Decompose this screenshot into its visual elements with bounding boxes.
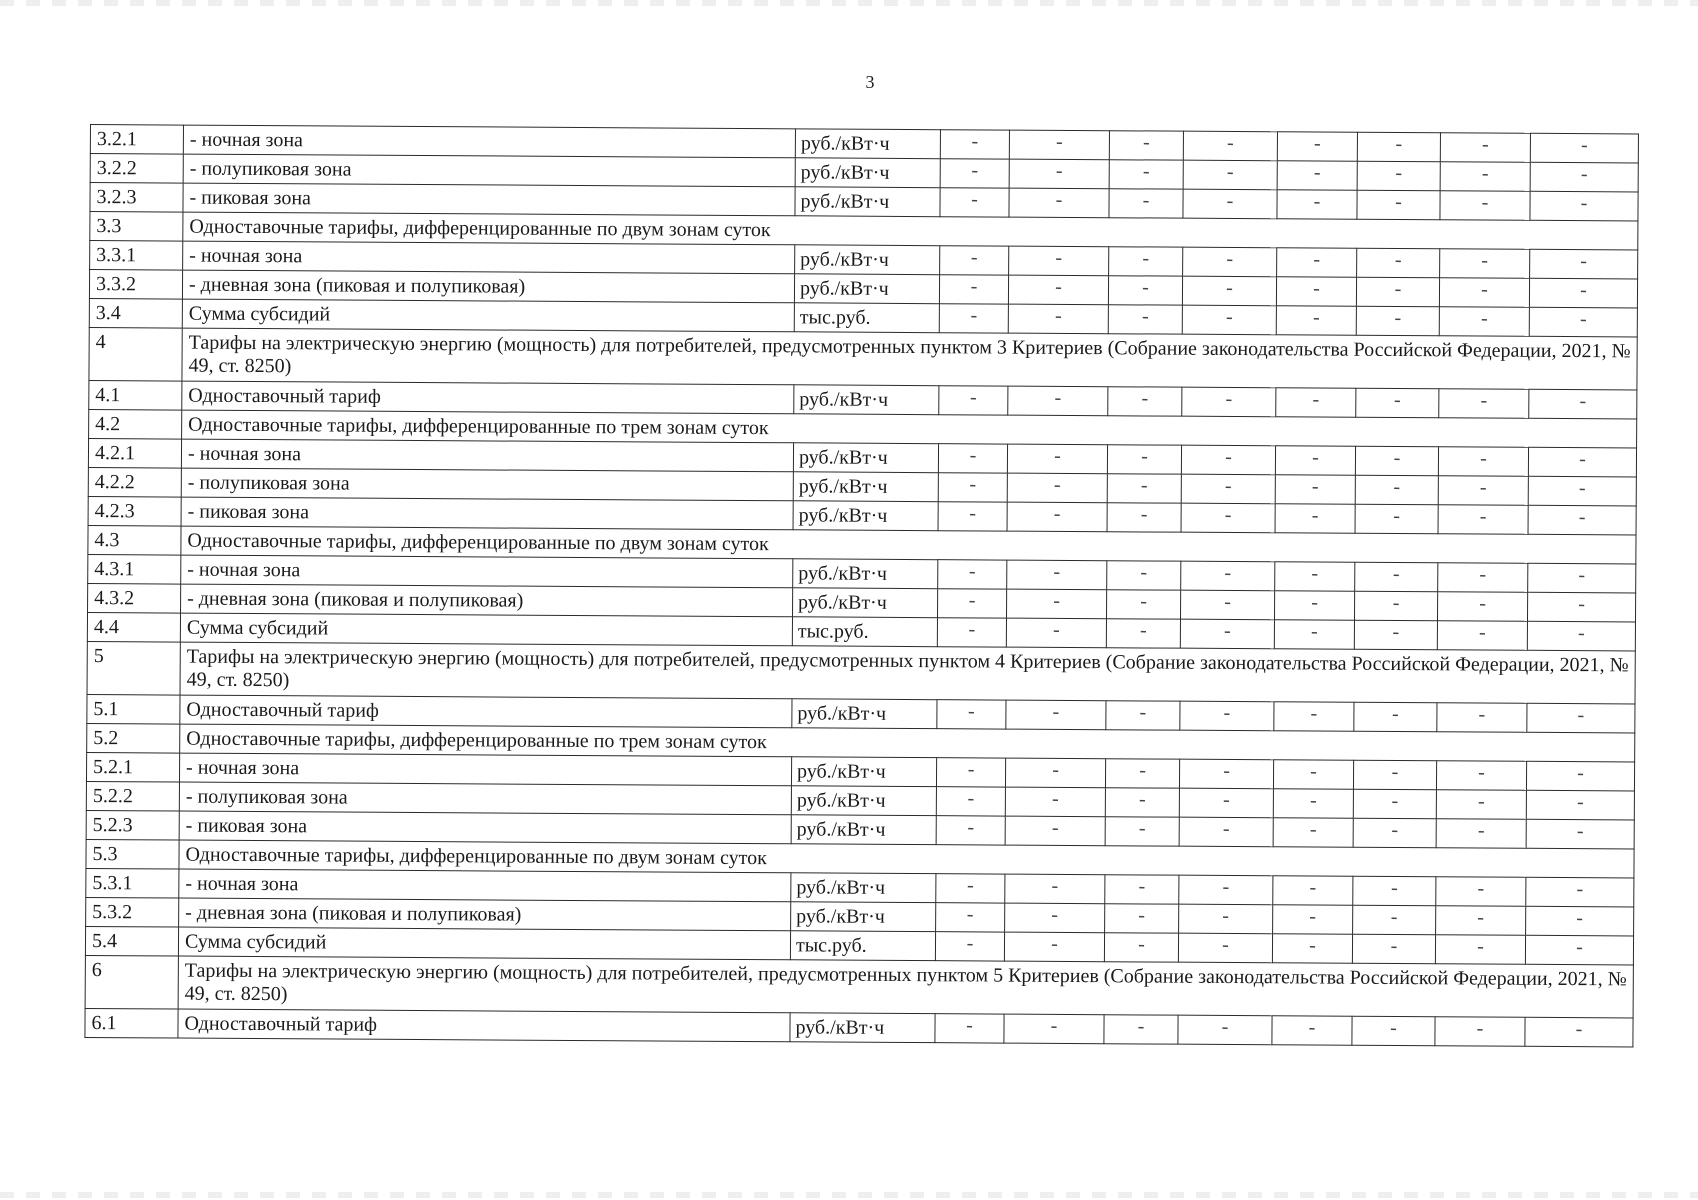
value-cell: - — [1109, 189, 1183, 218]
row-number: 5.1 — [87, 694, 180, 724]
row-number: 5.2.3 — [86, 810, 179, 840]
value-cell: - — [1352, 1016, 1435, 1046]
value-cell: - — [937, 700, 1006, 729]
value-cell: - — [936, 874, 1005, 903]
row-label: - полупиковая зона — [181, 468, 793, 501]
value-cell: - — [1438, 476, 1528, 506]
value-cell: - — [1354, 702, 1437, 732]
value-cell: - — [1007, 502, 1107, 532]
value-cell: - — [1008, 275, 1108, 305]
value-cell: - — [1275, 446, 1355, 475]
row-number: 4 — [89, 327, 182, 381]
value-cell: - — [1352, 934, 1435, 964]
value-cell: - — [1272, 1016, 1352, 1045]
value-cell: - — [1273, 818, 1353, 847]
row-number: 5.2.1 — [86, 752, 179, 782]
value-cell: - — [1526, 761, 1634, 791]
value-cell: - — [1006, 618, 1106, 648]
value-cell: - — [940, 246, 1009, 275]
value-cell: - — [1357, 161, 1440, 191]
row-label: Одноставочный тариф — [180, 695, 792, 728]
value-cell: - — [1182, 276, 1276, 306]
row-number: 6 — [85, 955, 178, 1009]
unit-cell: руб./кВт·ч — [791, 786, 936, 816]
value-cell: - — [935, 932, 1004, 961]
row-number: 5.2.2 — [86, 781, 179, 811]
value-cell: - — [936, 758, 1005, 787]
value-cell: - — [1180, 701, 1274, 731]
unit-cell: тыс.руб. — [794, 303, 939, 333]
value-cell: - — [1109, 160, 1183, 189]
value-cell: - — [1435, 935, 1525, 965]
value-cell: - — [1273, 905, 1353, 934]
value-cell: - — [1277, 132, 1357, 161]
section-heading: Одноставочные тарифы, дифференцированные по трем зонам суток — [182, 410, 1637, 448]
value-cell: - — [1009, 246, 1109, 276]
row-number: 3.2.3 — [90, 183, 183, 213]
row-label: - пиковая зона — [181, 497, 793, 530]
row-number: 4.3 — [88, 525, 181, 555]
value-cell: - — [1104, 933, 1178, 962]
unit-cell: тыс.руб. — [790, 931, 935, 961]
value-cell: - — [1273, 876, 1353, 905]
row-label: - ночная зона — [183, 241, 795, 274]
value-cell: - — [1109, 131, 1183, 160]
value-cell: - — [1439, 307, 1529, 337]
value-cell: - — [1526, 906, 1634, 936]
value-cell: - — [1437, 592, 1527, 622]
value-cell: - — [1005, 816, 1105, 846]
unit-cell: руб./кВт·ч — [795, 187, 940, 217]
row-number: 3.2.2 — [90, 154, 183, 184]
row-number: 4.2.3 — [88, 496, 181, 526]
row-number: 3.3.1 — [90, 241, 183, 271]
unit-cell: руб./кВт·ч — [794, 385, 939, 415]
section-heading: Тарифы на электрическую энергию (мощность) для потребителей, предусмотренных пунктом 5 Критериев (Собрание законодательства Российской Федерации, 2021, № 49, ст. 8250) — [178, 956, 1633, 1018]
value-cell: - — [1179, 788, 1273, 818]
section-heading: Одноставочные тарифы, дифференцированные по двум зонам суток — [183, 212, 1638, 250]
value-cell: - — [1527, 592, 1635, 622]
value-cell: - — [1528, 505, 1636, 535]
section-heading: Одноставочные тарифы, дифференцированные по двум зонам суток — [181, 526, 1636, 564]
row-label: - ночная зона — [179, 869, 791, 902]
row-number: 3.4 — [89, 298, 182, 328]
row-label: Сумма субсидий — [178, 927, 790, 960]
value-cell: - — [1436, 761, 1526, 791]
value-cell: - — [1181, 503, 1275, 533]
section-heading: Тарифы на электрическую энергию (мощность) для потребителей, предусмотренных пунктом 3 Критериев (Собрание законодательства Российской Федерации, 2021, № 49, ст. 8250) — [182, 328, 1637, 390]
row-number: 5.4 — [85, 926, 178, 956]
value-cell: - — [1525, 935, 1633, 965]
value-cell: - — [936, 903, 1005, 932]
value-cell: - — [1273, 760, 1353, 789]
value-cell: - — [1529, 307, 1637, 337]
value-cell: - — [939, 386, 1008, 415]
row-label: - пиковая зона — [183, 183, 795, 216]
value-cell: - — [1180, 590, 1274, 620]
row-label: Сумма субсидий — [182, 299, 794, 332]
value-cell: - — [1179, 759, 1273, 789]
value-cell: - — [1275, 475, 1355, 504]
value-cell: - — [1179, 875, 1273, 905]
value-cell: - — [1005, 787, 1105, 817]
value-cell: - — [1530, 191, 1638, 221]
row-label: - дневная зона (пиковая и полупиковая) — [179, 898, 791, 931]
value-cell: - — [1109, 247, 1183, 276]
value-cell: - — [1007, 473, 1107, 503]
row-label: - полупиковая зона — [179, 782, 791, 815]
unit-cell: руб./кВт·ч — [790, 1013, 935, 1043]
value-cell: - — [936, 816, 1005, 845]
value-cell: - — [939, 275, 1008, 304]
value-cell: - — [1275, 562, 1355, 591]
value-cell: - — [1106, 701, 1180, 730]
value-cell: - — [1272, 934, 1352, 963]
value-cell: - — [1527, 621, 1635, 651]
value-cell: - — [935, 1014, 1004, 1043]
row-number: 5.3.2 — [86, 897, 179, 927]
row-number: 4.3.2 — [88, 583, 181, 613]
value-cell: - — [1105, 788, 1179, 817]
row-number: 3.2.1 — [90, 125, 183, 155]
value-cell: - — [1438, 563, 1528, 593]
value-cell: - — [1276, 277, 1356, 306]
value-cell: - — [940, 130, 1009, 159]
value-cell: - — [937, 618, 1006, 647]
row-label: Одноставочный тариф — [182, 381, 794, 414]
value-cell: - — [1356, 277, 1439, 307]
value-cell: - — [1274, 620, 1354, 649]
value-cell: - — [1355, 562, 1438, 592]
value-cell: - — [1276, 306, 1356, 335]
value-cell: - — [1005, 903, 1105, 933]
row-number: 6.1 — [85, 1008, 178, 1038]
row-label: - ночная зона — [181, 439, 793, 472]
scan-edge-bottom — [0, 1192, 1698, 1198]
row-number: 5.2 — [87, 723, 180, 753]
value-cell: - — [1008, 386, 1108, 416]
value-cell: - — [1105, 759, 1179, 788]
table-body — [85, 125, 1639, 1047]
value-cell: - — [1008, 304, 1108, 334]
unit-cell: тыс.руб. — [792, 617, 937, 647]
value-cell: - — [1353, 789, 1436, 819]
value-cell: - — [1530, 249, 1638, 279]
value-cell: - — [1437, 703, 1527, 733]
value-cell: - — [1437, 621, 1527, 651]
value-cell: - — [938, 560, 1007, 589]
value-cell: - — [1529, 278, 1637, 308]
value-cell: - — [1005, 874, 1105, 904]
value-cell: - — [1440, 249, 1530, 279]
value-cell: - — [1005, 758, 1105, 788]
value-cell: - — [1105, 904, 1179, 933]
unit-cell: руб./кВт·ч — [791, 757, 936, 787]
tariff-table — [84, 124, 1639, 1047]
value-cell: - — [1004, 932, 1104, 962]
value-cell: - — [1006, 589, 1106, 619]
value-cell: - — [1274, 702, 1354, 731]
row-number: 4.3.1 — [88, 554, 181, 584]
value-cell: - — [1004, 1014, 1104, 1044]
row-number: 3.3 — [90, 212, 183, 242]
value-cell: - — [1355, 475, 1438, 505]
value-cell: - — [1530, 133, 1638, 163]
value-cell: - — [1353, 905, 1436, 935]
value-cell: - — [1107, 445, 1181, 474]
value-cell: - — [1356, 306, 1439, 336]
value-cell: - — [1180, 619, 1274, 649]
value-cell: - — [1275, 504, 1355, 533]
value-cell: - — [940, 188, 1009, 217]
value-cell: - — [940, 159, 1009, 188]
unit-cell: руб./кВт·ч — [793, 501, 938, 531]
section-heading: Одноставочные тарифы, дифференцированные по двум зонам суток — [179, 840, 1634, 878]
value-cell: - — [1440, 162, 1530, 192]
unit-cell: руб./кВт·ч — [795, 158, 940, 188]
value-cell: - — [1009, 188, 1109, 218]
row-label: - полупиковая зона — [183, 154, 795, 187]
row-number: 5.3 — [86, 839, 179, 869]
row-label: - ночная зона — [183, 125, 795, 158]
row-label: Одноставочный тариф — [178, 1009, 790, 1042]
value-cell: - — [1277, 248, 1357, 277]
value-cell: - — [1357, 132, 1440, 162]
value-cell: - — [1107, 561, 1181, 590]
value-cell: - — [1355, 504, 1438, 534]
value-cell: - — [1009, 159, 1109, 189]
value-cell: - — [1107, 474, 1181, 503]
value-cell: - — [1179, 817, 1273, 847]
value-cell: - — [1107, 503, 1181, 532]
value-cell: - — [1277, 161, 1357, 190]
value-cell: - — [1353, 818, 1436, 848]
value-cell: - — [1006, 700, 1106, 730]
value-cell: - — [938, 589, 1007, 618]
value-cell: - — [1357, 190, 1440, 220]
value-cell: - — [1105, 817, 1179, 846]
value-cell: - — [1178, 1015, 1272, 1045]
value-cell: - — [1182, 305, 1276, 335]
value-cell: - — [1183, 131, 1277, 161]
value-cell: - — [1436, 790, 1526, 820]
value-cell: - — [1355, 446, 1438, 476]
unit-cell: руб./кВт·ч — [794, 274, 939, 304]
row-label: - дневная зона (пиковая и полупиковая) — [181, 584, 793, 617]
unit-cell: руб./кВт·ч — [791, 815, 936, 845]
unit-cell: руб./кВт·ч — [795, 245, 940, 275]
value-cell: - — [1276, 388, 1356, 417]
value-cell: - — [1007, 444, 1107, 474]
value-cell: - — [1436, 877, 1526, 907]
value-cell: - — [1108, 276, 1182, 305]
unit-cell: руб./кВт·ч — [795, 129, 940, 159]
row-number: 4.4 — [87, 612, 180, 642]
value-cell: - — [1530, 162, 1638, 192]
row-number: 5 — [87, 641, 180, 695]
table-row — [89, 327, 1637, 389]
value-cell: - — [1183, 189, 1277, 219]
row-number: 5.3.1 — [86, 868, 179, 898]
value-cell: - — [1438, 447, 1528, 477]
value-cell: - — [1528, 476, 1636, 506]
row-number: 4.2 — [89, 409, 182, 439]
unit-cell: руб./кВт·ч — [793, 472, 938, 502]
value-cell: - — [939, 304, 1008, 333]
value-cell: - — [1354, 591, 1437, 621]
table-row — [85, 955, 1633, 1017]
value-cell: - — [1353, 760, 1436, 790]
table-row — [87, 641, 1635, 703]
unit-cell: руб./кВт·ч — [793, 559, 938, 589]
section-heading: Одноставочные тарифы, дифференцированные по трем зонам суток — [180, 724, 1635, 762]
value-cell: - — [1525, 1017, 1633, 1047]
value-cell: - — [1183, 247, 1277, 277]
value-cell: - — [1181, 561, 1275, 591]
row-label: - дневная зона (пиковая и полупиковая) — [182, 270, 794, 303]
row-label: - пиковая зона — [179, 811, 791, 844]
value-cell: - — [1440, 133, 1530, 163]
value-cell: - — [1182, 387, 1276, 417]
row-number: 4.2.2 — [88, 467, 181, 497]
value-cell: - — [1183, 160, 1277, 190]
row-number: 3.3.2 — [89, 270, 182, 300]
value-cell: - — [1440, 191, 1530, 221]
value-cell: - — [1435, 1017, 1525, 1047]
row-label: - ночная зона — [179, 753, 791, 786]
value-cell: - — [1108, 305, 1182, 334]
value-cell: - — [1526, 819, 1634, 849]
section-heading: Тарифы на электрическую энергию (мощность) для потребителей, предусмотренных пунктом 4 Критериев (Собрание законодательства Российской Федерации, 2021, № 49, ст. 8250) — [180, 642, 1635, 704]
unit-cell: руб./кВт·ч — [793, 443, 938, 473]
value-cell: - — [1178, 933, 1272, 963]
unit-cell: руб./кВт·ч — [793, 588, 938, 618]
value-cell: - — [1273, 789, 1353, 818]
value-cell: - — [1104, 1015, 1178, 1044]
page-number: 3 — [865, 72, 875, 92]
value-cell: - — [1007, 560, 1107, 590]
value-cell: - — [1528, 447, 1636, 477]
value-cell: - — [938, 444, 1007, 473]
value-cell: - — [1528, 563, 1636, 593]
value-cell: - — [1274, 591, 1354, 620]
value-cell: - — [1357, 248, 1440, 278]
row-label: - ночная зона — [181, 555, 793, 588]
unit-cell: руб./кВт·ч — [792, 699, 937, 729]
unit-cell: руб./кВт·ч — [791, 873, 936, 903]
value-cell: - — [1277, 190, 1357, 219]
row-label: Сумма субсидий — [180, 613, 792, 646]
scan-edge-top — [0, 0, 1698, 6]
value-cell: - — [1439, 278, 1529, 308]
value-cell: - — [1009, 130, 1109, 160]
value-cell: - — [1105, 875, 1179, 904]
value-cell: - — [1181, 445, 1275, 475]
value-cell: - — [1527, 703, 1635, 733]
value-cell: - — [1353, 876, 1436, 906]
value-cell: - — [1108, 387, 1182, 416]
value-cell: - — [1438, 505, 1528, 535]
value-cell: - — [938, 502, 1007, 531]
value-cell: - — [1436, 906, 1526, 936]
value-cell: - — [1181, 474, 1275, 504]
value-cell: - — [1106, 619, 1180, 648]
value-cell: - — [938, 473, 1007, 502]
value-cell: - — [1436, 819, 1526, 849]
value-cell: - — [1439, 389, 1529, 419]
row-number: 4.1 — [89, 380, 182, 410]
value-cell: - — [1526, 877, 1634, 907]
value-cell: - — [1356, 388, 1439, 418]
value-cell: - — [1526, 790, 1634, 820]
value-cell: - — [1354, 620, 1437, 650]
row-number: 4.2.1 — [88, 438, 181, 468]
value-cell: - — [1529, 389, 1637, 419]
unit-cell: руб./кВт·ч — [791, 902, 936, 932]
value-cell: - — [1106, 590, 1180, 619]
value-cell: - — [936, 787, 1005, 816]
value-cell: - — [1179, 904, 1273, 934]
